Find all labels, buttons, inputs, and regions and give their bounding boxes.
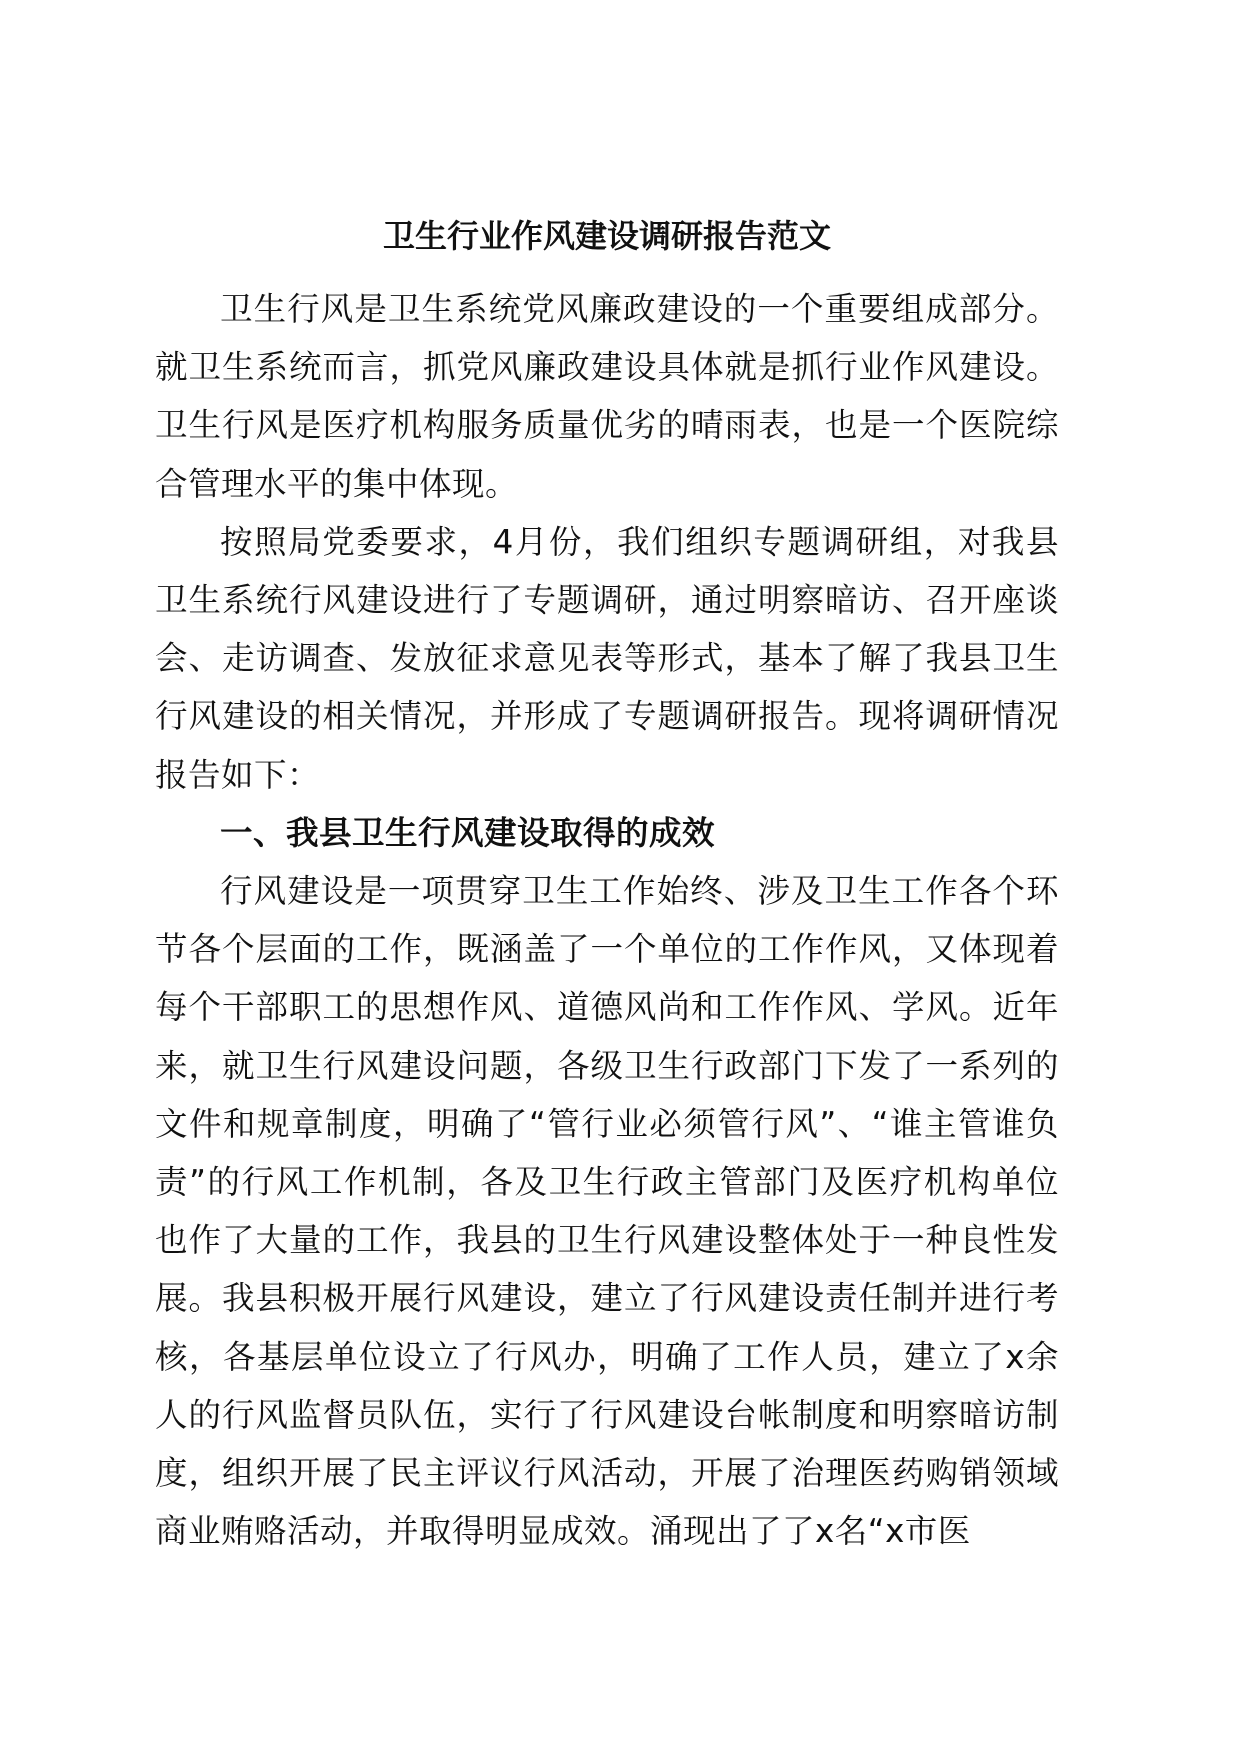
paragraph-section-1: 行风建设是一项贯穿卫生工作始终、涉及卫生工作各个环节各个层面的工作，既涵盖了一个单位的工作作风，又体现着每个干部职工的思想作风、道德风尚和工作作风、学风。近年来，就卫生行风建设问题，各级卫生行政部门下发了一系列的文件和规章制度，明确了“管行业必须管行风”、“谁主管谁负责”的行风工作机制，各及卫生行政主管部门及医疗机构单位也作了大量的工作，我县的卫生行风建设整体处于一种良性发展。我县积极开展行风建设，建立了行风建设责任制并进行考核，各基层单位设立了行风办，明确了工作人员，建立了x余人的行风监督员队伍，实行了行风建设台帐制度和明察暗访制度，组织开展了民主评议行风活动，开展了治理医药购销领域商业贿赂活动，并取得明显成效。涌现出了了x名“x市医 — [155, 872, 1059, 1551]
section-heading: 一、我县卫生行风建设取得的成效 — [220, 813, 716, 852]
paragraph-intro: 卫生行风是卫生系统党风廉政建设的一个重要组成部分。就卫生系统而言，抓党风廉政建设具体就是抓行业作风建设。卫生行风是医疗机构服务质量优劣的晴雨表，也是一个医院综合管理水平的集中体现。 — [155, 290, 1059, 503]
paragraph-background: 按照局党委要求，4月份，我们组织专题调研组，对我县卫生系统行风建设进行了专题调研，通过明察暗访、召开座谈会、走访调查、发放征求意见表等形式，基本了解了我县卫生行风建设的相关情况，并形成了专题调研报告。现将调研情况报告如下： — [155, 522, 1059, 794]
document-title: 卫生行业作风建设调研报告范文 — [382, 217, 831, 255]
document-body — [155, 280, 1059, 1560]
